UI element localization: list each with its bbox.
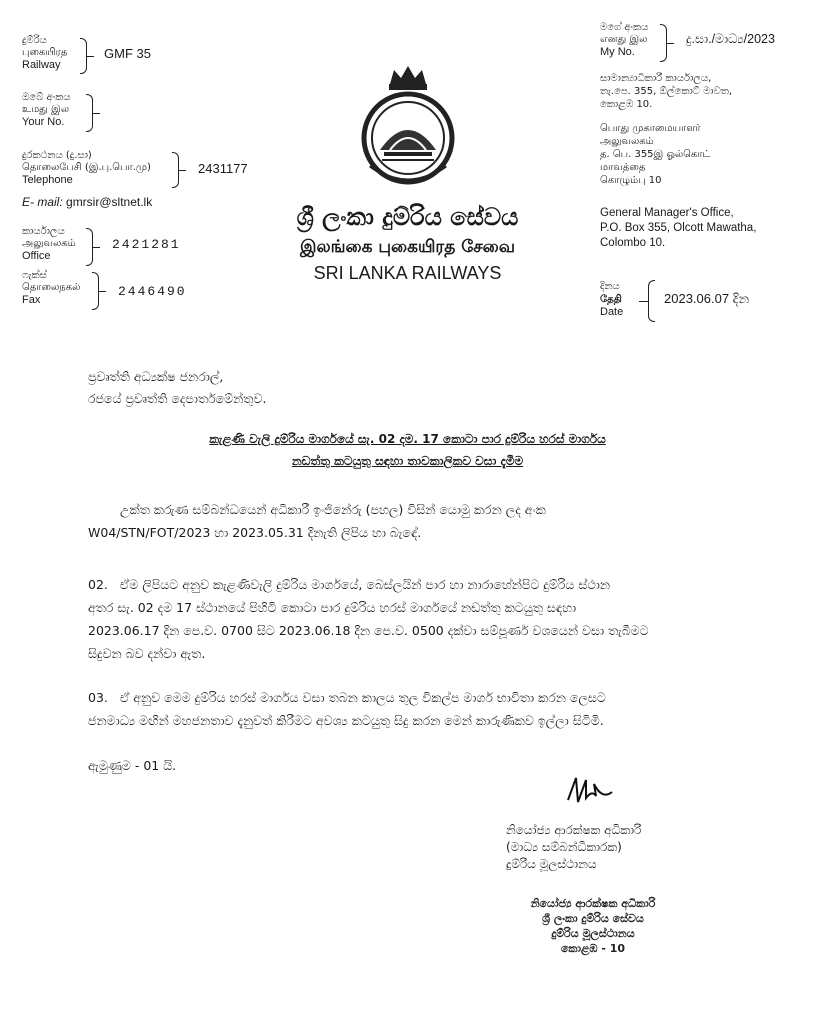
telephone-brace: [172, 152, 179, 188]
address-sinhala: සාමාන්‍යාධිකාරී කාර්යාලය, තැ.පෙ. 355, ඕල්කොට් මාවත, කොළඹ 10.: [600, 73, 733, 110]
office-value: 2421281: [112, 237, 181, 252]
railway-brace: [80, 38, 87, 74]
org-name-tamil: இலங்கை புகையிரத சேவை: [299, 237, 516, 257]
railway-labels: දුම්රිය புகையிரத Railway: [22, 35, 68, 71]
org-name-block: [240, 200, 575, 286]
official-stamp: නියෝජ්‍ය ආරක්ෂක අධිකාරි ශ්‍රී ලංකා දුම්රිය සේවය දුම්රිය මූලස්ථානය කොළඹ - 10: [530, 897, 656, 955]
railway-emblem-icon: [356, 62, 460, 190]
my-no-value: දු.සා./මාධ්‍ය/2023: [686, 32, 775, 46]
paragraph-3: 03. ඒ අනුව මෙම දුම්රිය හරස් මාර්ගය වසා තබන කාලය තුල විකල්ප මාර්ග භාවිතා කරන ලෙසට ජනමාධ්‍ය මඟින් මහජනතාව දැනුවත් කිරීමට අවශ්‍ය කටයුතු සිදු කරන මෙන් කාරුණිකව ඉල්ලා සිටිමි.: [88, 686, 760, 732]
office-labels: කාර්යාලය அலுவலகம் Office: [22, 226, 76, 262]
date-brace: [648, 280, 655, 322]
railway-value: GMF 35: [104, 46, 151, 61]
fax-value: 2446490: [118, 284, 187, 299]
enclosure-note: ඇමුණුම - 01 යි.: [88, 758, 177, 773]
fax-brace: [92, 272, 99, 310]
org-name-english: SRI LANKA RAILWAYS: [313, 263, 502, 283]
your-no-labels: ඔබේ අංකය உமது இல Your No.: [22, 92, 71, 128]
date-labels: දිනය தேதி Date: [600, 281, 624, 318]
email-value: gmrsir@sltnet.lk: [66, 195, 153, 209]
email-line: E- mail: gmrsir@sltnet.lk: [22, 195, 153, 209]
paragraph-1: උක්ත කරුණ සම්බන්ධයෙන් අධිකාරී ඉංජිනේරු (පහල) විසින් යොමු කරන ලද අංක W04/STN/FOT/2023 හා 2023.05.31 දිනැති ලිපිය හා බැඳේ.: [88, 502, 546, 540]
paragraph-2-number: 02.: [88, 577, 108, 592]
recipient-block: ප්‍රවෘත්ති අධ්‍යක්ෂ ජනරාල්, රජයේ ප්‍රවෘත්ති දෙපාර්තමේන්තුව.: [88, 369, 267, 406]
paragraph-2: 02. ඒම ලිපියට අනුව කැළණිවැලි දුම්රිය මාර්ගයේ, බෙස්ලයින් පාර හා නාරාහේන්පිට දුම්රිය ස්ථාන අතර සැ. 02 දම 17 ස්ථානයේ පිහිටි කොටා පාර දුම්රිය හරස් මාර්ගයේ නඩත්තු කටයුතු සඳහා 2023.06.17 දින පෙ.ව. 0700 සිට 2023.06.18 දින පෙ.ව. 0500 දක්වා සම්පූර්ණ වශයෙන් වසා තැබීමට සිදුවන බව දන්වා ඇත.: [88, 573, 760, 665]
fax-labels: ෆැක්ස් தொலைநகல் Fax: [22, 270, 81, 306]
org-name-sinhala: ශ්‍රී ලංකා දුම්රිය සේවය: [296, 203, 519, 231]
signature-block: නියෝජ්‍ය ආරක්ෂක අධිකාරි (මාධ්‍ය සම්බන්ධීකාරක) දුම්රිය මූලස්ථානය: [506, 823, 642, 871]
signature-mark: [560, 770, 620, 810]
my-no-brace: [660, 24, 667, 62]
subject-heading: කැළණි වැලි දුම්රිය මාර්ගයේ සැ. 02 දම. 17 කොටා පාර දුම්රිය හරස් මාර්ගය නඩත්තු කටයුතු සඳහා තාවකාලිකව වසා දැමීම: [209, 432, 606, 468]
telephone-labels: දුරකථනය (දු.සා) தொலைபேசி (இ.பு.பொ.மு) Telephone: [22, 150, 151, 186]
address-english: General Manager's Office, P.O. Box 355, Olcott Mawatha, Colombo 10.: [600, 207, 757, 249]
telephone-value: 2431177: [198, 161, 248, 176]
date-value: 2023.06.07 දින: [664, 291, 750, 306]
office-brace: [86, 228, 93, 266]
my-no-labels: මගේ අංකය எனது இல My No.: [600, 22, 649, 58]
your-no-brace: [86, 94, 93, 132]
address-tamil: பொது முகாமையாளர் அலுவலகம் த. பெ. 355இ ஓல்கொட் மாவத்தை கொழும்பு 10: [600, 123, 711, 186]
paragraph-3-number: 03.: [88, 690, 108, 705]
